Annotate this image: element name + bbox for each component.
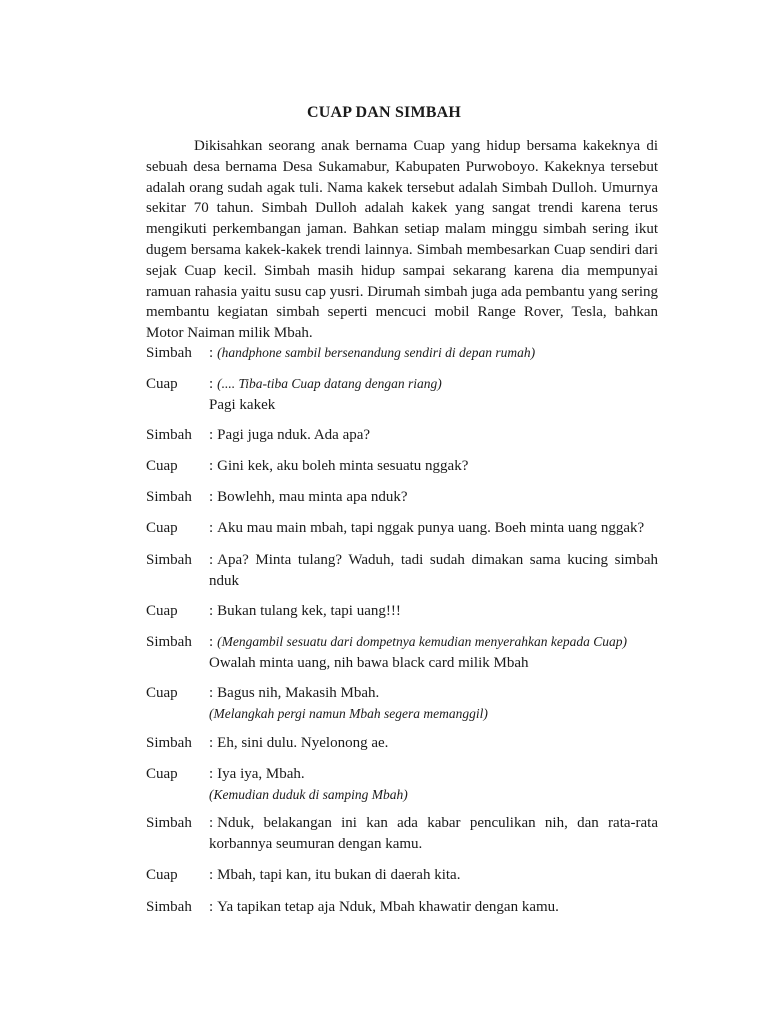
dialogue-text: : Eh, sini dulu. Nyelonong ae.: [209, 735, 389, 751]
speaker-label: Simbah: [146, 899, 192, 915]
speaker-label: Simbah: [146, 815, 192, 831]
dialogue-continuation: Pagi kakek: [209, 396, 276, 413]
speaker-label: Simbah: [146, 634, 192, 650]
dialogue-text: : Pagi juga nduk. Ada apa?: [209, 427, 371, 443]
dialogue-text: : Bagus nih, Makasih Mbah. (Melangkah pergi namun Mbah segera memanggil): [209, 683, 658, 725]
speaker-label: Cuap: [146, 685, 178, 701]
dialogue-text: : Ya tapikan tetap aja Nduk, Mbah khawatir dengan kamu.: [209, 899, 559, 915]
stage-direction: (Mengambil sesuatu dari dompetnya kemudian menyerahkan kepada Cuap): [217, 634, 627, 649]
dialogue-text: : (handphone sambil bersenandung sendiri di depan rumah): [209, 345, 536, 361]
speaker-label: Cuap: [146, 766, 178, 782]
stage-direction: (handphone sambil bersenandung sendiri di depan rumah): [217, 345, 536, 360]
dialogue-text: : Gini kek, aku boleh minta sesuatu nggak?: [209, 458, 469, 474]
speaker-label: Simbah: [146, 345, 192, 361]
speaker-label: Simbah: [146, 427, 192, 443]
stage-direction: (Kemudian duduk di samping Mbah): [209, 786, 408, 802]
dialogue-text: : Nduk, belakangan ini kan ada kabar penculikan nih, dan rata-rata korbannya seumuran dengan kamu.: [209, 815, 658, 852]
speaker-label: Simbah: [146, 735, 192, 751]
dialogue-text: : Bowlehh, mau minta apa nduk?: [209, 489, 408, 505]
dialogue-text: : (.... Tiba-tiba Cuap datang dengan riang) Pagi kakek: [209, 374, 658, 416]
stage-direction: (.... Tiba-tiba Cuap datang dengan riang): [217, 376, 442, 391]
speaker-label: Cuap: [146, 376, 178, 392]
speaker-label: Simbah: [146, 489, 192, 505]
dialogue-text: : Apa? Minta tulang? Waduh, tadi sudah dimakan sama kucing simbah nduk: [209, 552, 658, 589]
speaker-label: Cuap: [146, 603, 178, 619]
dialogue-text: : Bukan tulang kek, tapi uang!!!: [209, 603, 401, 619]
speaker-label: Cuap: [146, 458, 178, 474]
speaker-label: Simbah: [146, 552, 192, 568]
dialogue-text: : Aku mau main mbah, tapi nggak punya uang. Boeh minta uang nggak?: [209, 520, 645, 536]
stage-direction: (Melangkah pergi namun Mbah segera memanggil): [209, 705, 488, 721]
speaker-label: Cuap: [146, 520, 178, 536]
intro-paragraph: Dikisahkan seorang anak bernama Cuap yang hidup bersama kakeknya di sebuah desa bernama Desa Sukamabur, Kabupaten Purwoboyo. Kakeknya tersebut adalah orang sudah agak tuli. Nama kakek tersebut adalah Simbah Dulloh. Umurnya sekitar 70 tahun. Simbah Dulloh adalah kakek yang sangat trendi karena terus mengikuti perkembangan jaman. Bahkan setiap malam minggu simbah sering ikut dugem bersama kakek-kakek trendi lainnya. Simbah membesarkan Cuap sendiri dari sejak Cuap kecil. Simbah masih hidup sampai sekarang karena dia mempunyai ramuan rahasia yaitu susu cap yusri. Dirumah simbah juga ada pembantu yang sering membantu kegiatan simbah seperti mencuci mobil Range Rover, Tesla, bahkan Motor Naiman milik Mbah.: [146, 138, 658, 342]
page-title: CUAP DAN SIMBAH: [306, 104, 462, 121]
dialogue-continuation: Owalah minta uang, nih bawa black card milik Mbah: [209, 654, 529, 671]
dialogue-text: : Iya iya, Mbah. (Kemudian duduk di samping Mbah): [209, 764, 658, 806]
speaker-label: Cuap: [146, 867, 178, 883]
dialogue-text: : Mbah, tapi kan, itu bukan di daerah kita.: [209, 867, 461, 883]
dialogue-text: : (Mengambil sesuatu dari dompetnya kemudian menyerahkan kepada Cuap) Owalah minta uang, nih bawa black card milik Mbah: [209, 632, 658, 674]
